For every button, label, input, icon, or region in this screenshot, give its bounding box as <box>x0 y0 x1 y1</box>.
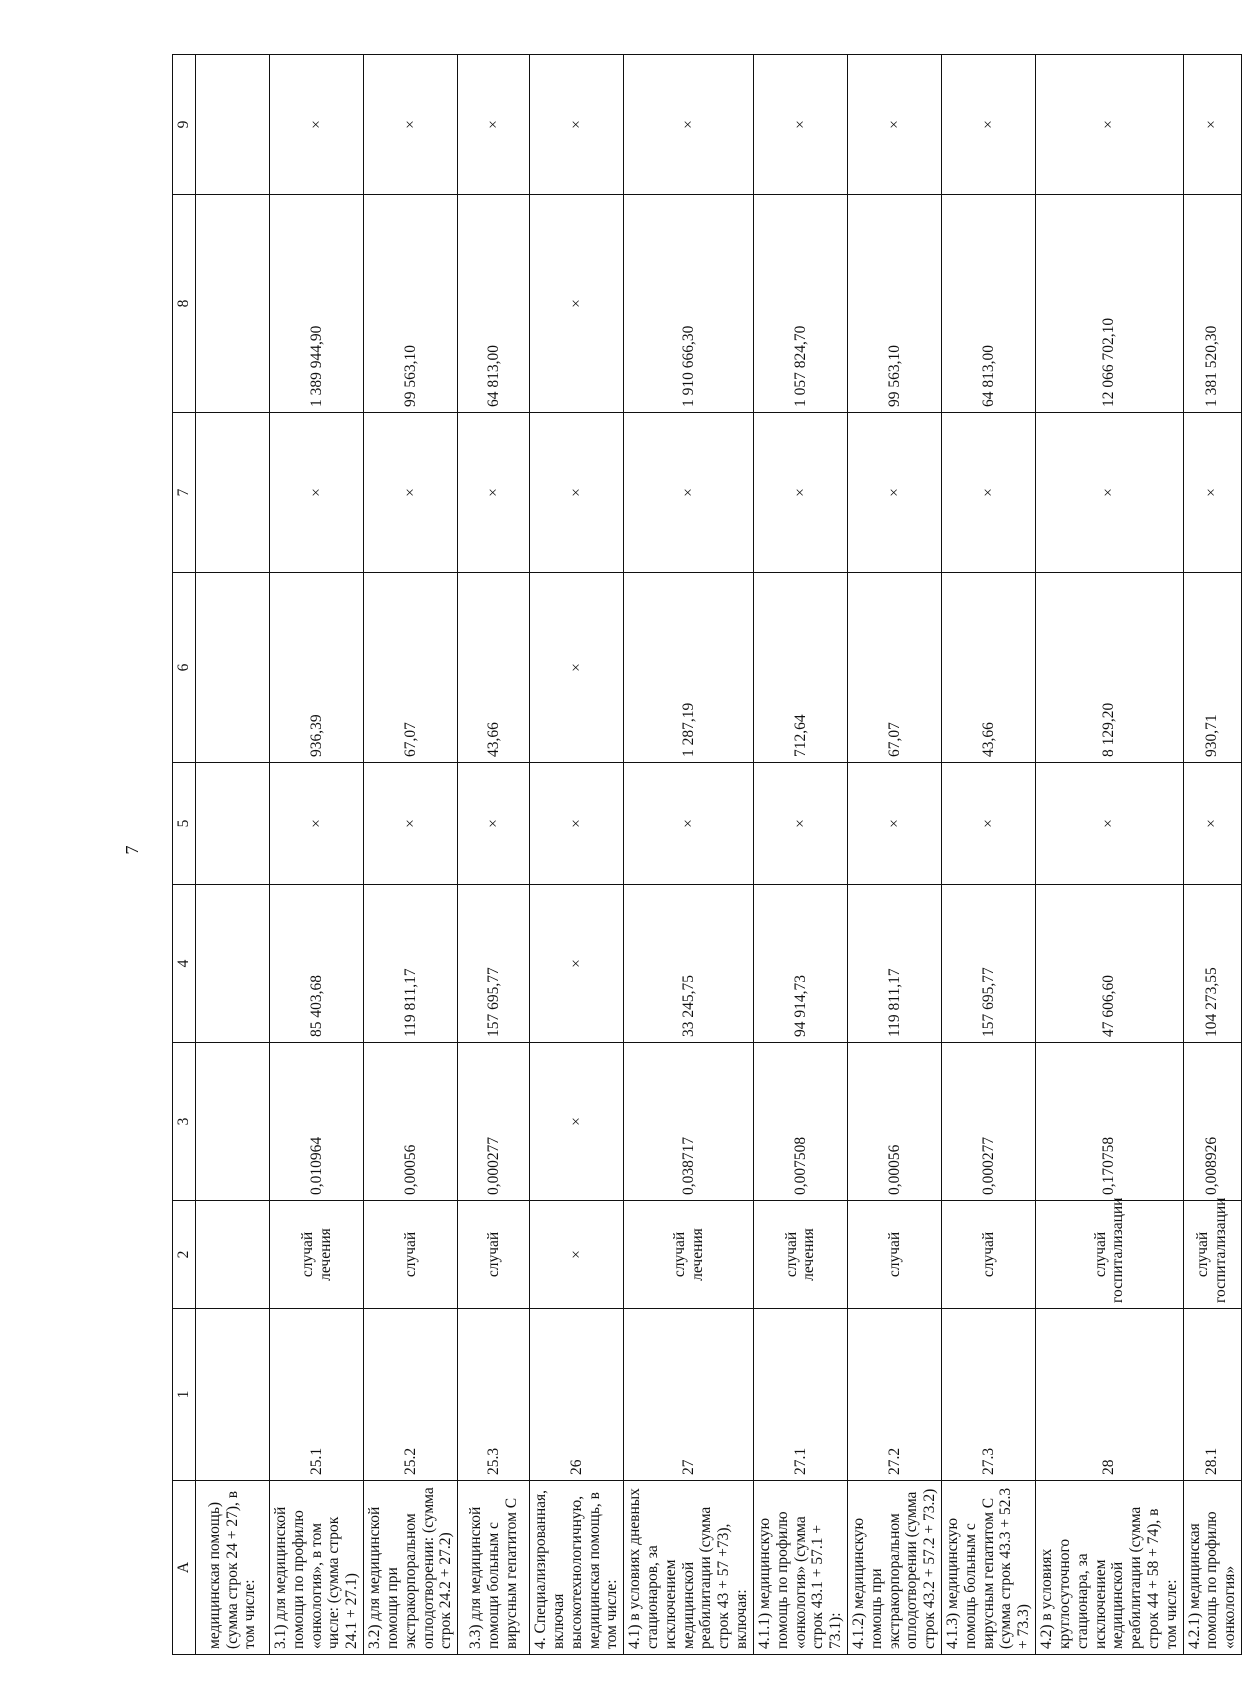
cell-col-8: 1 057 824,70 <box>753 195 847 413</box>
cell-col-1: 26 <box>530 1309 624 1481</box>
table-row <box>1036 55 1184 1655</box>
row-label-cell: 4.1.3) медицинскую помощь больным с вирусным гепатитом С (сумма строк 43.3 + 52.3 + 73.3) <box>942 1481 1036 1655</box>
cell-col-2: × <box>530 1201 624 1309</box>
cell-col-3: × <box>530 1043 624 1201</box>
cell-col-5: × <box>530 763 624 885</box>
cell-col-1: 27.1 <box>753 1309 847 1481</box>
cell-col-9: × <box>1036 55 1184 195</box>
cell-col-2: случай лечения <box>753 1201 847 1309</box>
cell-col-5: × <box>942 763 1036 885</box>
cell-col-6 <box>196 573 270 763</box>
cell-col-5: × <box>1183 763 1241 885</box>
col-header-6: 6 <box>173 573 196 763</box>
cell-col-7: × <box>270 413 364 573</box>
cell-col-8: 1 381 520,30 <box>1183 195 1241 413</box>
col-header-a: A <box>173 1481 196 1655</box>
cell-col-4: 157 695,77 <box>458 885 530 1043</box>
col-header-5: 5 <box>173 763 196 885</box>
row-label-cell: 3.2) для медицинской помощи при экстракорпоральном оплодотворении: (сумма строк 24.2 + 27.2) <box>364 1481 458 1655</box>
cell-col-7: × <box>1036 413 1184 573</box>
data-table <box>172 54 1242 1655</box>
row-label-cell: 4.2) в условиях круглосуточного стационара, за исключением медицинской реабилитации (сумма строк 44 + 58 + 74), в том числе: <box>1036 1481 1184 1655</box>
col-header-4: 4 <box>173 885 196 1043</box>
cell-col-9: × <box>458 55 530 195</box>
row-label-cell: 3.3) для медицинской помощи больным с вирусным гепатитом С <box>458 1481 530 1655</box>
row-label-cell: 4.1) в условиях дневных стационаров, за исключением медицинской реабилитации (сумма строк 43 + 57 +73), включая: <box>624 1481 754 1655</box>
cell-col-2: случай <box>942 1201 1036 1309</box>
col-header-8: 8 <box>173 195 196 413</box>
cell-col-5: × <box>364 763 458 885</box>
cell-col-6: 43,66 <box>458 573 530 763</box>
cell-col-4: 104 273,55 <box>1183 885 1241 1043</box>
cell-col-7: × <box>530 413 624 573</box>
table-row <box>753 55 847 1655</box>
cell-col-4: 33 245,75 <box>624 885 754 1043</box>
cell-col-3: 0,007508 <box>753 1043 847 1201</box>
cell-col-8: 1 910 666,30 <box>624 195 754 413</box>
column-number-row <box>173 55 196 1655</box>
cell-col-5: × <box>624 763 754 885</box>
row-label-cell: 4.1.1) медицинскую помощь по профилю «онкология» (сумма строк 43.1 + 57.1 + 73.1): <box>753 1481 847 1655</box>
cell-col-3: 0,000277 <box>942 1043 1036 1201</box>
row-label-cell: медицинская помощь) (сумма строк 24 + 27), в том числе: <box>196 1481 270 1655</box>
cell-col-3: 0,038717 <box>624 1043 754 1201</box>
cell-col-8: 1 389 944,90 <box>270 195 364 413</box>
cell-col-7: × <box>847 413 941 573</box>
cell-col-3: 0,008926 <box>1183 1043 1241 1201</box>
cell-col-6: 67,07 <box>364 573 458 763</box>
cell-col-5: × <box>458 763 530 885</box>
cell-col-1: 27 <box>624 1309 754 1481</box>
cell-col-5 <box>196 763 270 885</box>
cell-col-8: 64 813,00 <box>458 195 530 413</box>
rotated-table-container <box>172 55 1239 1655</box>
cell-col-4: 157 695,77 <box>942 885 1036 1043</box>
cell-col-2: случай госпитализации <box>1183 1201 1241 1309</box>
cell-col-7: × <box>458 413 530 573</box>
cell-col-2: случай <box>847 1201 941 1309</box>
cell-col-4: 85 403,68 <box>270 885 364 1043</box>
cell-col-2 <box>196 1201 270 1309</box>
row-label-cell: 4.1.2) медицинскую помощь при экстракорпоральном оплодотворении (сумма строк 43.2 + 57.2 + 73.2) <box>847 1481 941 1655</box>
cell-col-5: × <box>270 763 364 885</box>
cell-col-2: случай лечения <box>624 1201 754 1309</box>
cell-col-9: × <box>364 55 458 195</box>
cell-col-4: × <box>530 885 624 1043</box>
cell-col-2: случай госпитализации <box>1036 1201 1184 1309</box>
cell-col-8 <box>196 195 270 413</box>
cell-col-2: случай лечения <box>270 1201 364 1309</box>
cell-col-5: × <box>753 763 847 885</box>
cell-col-1: 25.2 <box>364 1309 458 1481</box>
cell-col-8: 12 066 702,10 <box>1036 195 1184 413</box>
cell-col-8: 64 813,00 <box>942 195 1036 413</box>
cell-col-1: 25.1 <box>270 1309 364 1481</box>
cell-col-1: 25.3 <box>458 1309 530 1481</box>
cell-col-4: 119 811,17 <box>364 885 458 1043</box>
cell-col-9 <box>196 55 270 195</box>
table-row <box>364 55 458 1655</box>
row-label-cell: 3.1) для медицинской помощи по профилю «онкология», в том числе: (сумма строк 24.1 + 27.1) <box>270 1481 364 1655</box>
cell-col-7: × <box>753 413 847 573</box>
cell-col-1: 27.3 <box>942 1309 1036 1481</box>
cell-col-3: 0,000277 <box>458 1043 530 1201</box>
cell-col-4: 119 811,17 <box>847 885 941 1043</box>
cell-col-8: 99 563,10 <box>847 195 941 413</box>
cell-col-6: 43,66 <box>942 573 1036 763</box>
cell-col-4: 94 914,73 <box>753 885 847 1043</box>
cell-col-4 <box>196 885 270 1043</box>
cell-col-6: × <box>530 573 624 763</box>
cell-col-6: 1 287,19 <box>624 573 754 763</box>
cell-col-7: × <box>364 413 458 573</box>
cell-col-6: 936,39 <box>270 573 364 763</box>
table-row <box>196 55 270 1655</box>
cell-col-6: 930,71 <box>1183 573 1241 763</box>
cell-col-7 <box>196 413 270 573</box>
cell-col-4: 47 606,60 <box>1036 885 1184 1043</box>
table-row <box>530 55 624 1655</box>
col-header-1: 1 <box>173 1309 196 1481</box>
cell-col-6: 712,64 <box>753 573 847 763</box>
cell-col-3 <box>196 1043 270 1201</box>
table-row <box>1183 55 1241 1655</box>
cell-col-9: × <box>530 55 624 195</box>
cell-col-6: 8 129,20 <box>1036 573 1184 763</box>
table-row <box>847 55 941 1655</box>
cell-col-3: 0,170758 <box>1036 1043 1184 1201</box>
cell-col-7: × <box>624 413 754 573</box>
cell-col-3: 0,00056 <box>364 1043 458 1201</box>
cell-col-6: 67,07 <box>847 573 941 763</box>
cell-col-9: × <box>270 55 364 195</box>
table-row <box>942 55 1036 1655</box>
cell-col-7: × <box>1183 413 1241 573</box>
cell-col-1 <box>196 1309 270 1481</box>
cell-col-9: × <box>753 55 847 195</box>
table-row <box>270 55 364 1655</box>
cell-col-9: × <box>624 55 754 195</box>
col-header-9: 9 <box>173 55 196 195</box>
cell-col-7: × <box>942 413 1036 573</box>
cell-col-2: случай <box>458 1201 530 1309</box>
cell-col-9: × <box>847 55 941 195</box>
cell-col-5: × <box>847 763 941 885</box>
col-header-7: 7 <box>173 413 196 573</box>
cell-col-1: 27.2 <box>847 1309 941 1481</box>
page-number: 7 <box>122 845 142 855</box>
cell-col-1: 28.1 <box>1183 1309 1241 1481</box>
row-label-cell: 4. Специализированная, включая высокотехнологичную, медицинская помощь, в том числе: <box>530 1481 624 1655</box>
cell-col-9: × <box>942 55 1036 195</box>
cell-col-2: случай <box>364 1201 458 1309</box>
col-header-2: 2 <box>173 1201 196 1309</box>
cell-col-8: × <box>530 195 624 413</box>
cell-col-3: 0,00056 <box>847 1043 941 1201</box>
row-label-cell: 4.2.1) медицинская помощь по профилю «онкология» <box>1183 1481 1241 1655</box>
cell-col-1: 28 <box>1036 1309 1184 1481</box>
cell-col-9: × <box>1183 55 1241 195</box>
table-row <box>458 55 530 1655</box>
table-row <box>624 55 754 1655</box>
cell-col-5: × <box>1036 763 1184 885</box>
col-header-3: 3 <box>173 1043 196 1201</box>
cell-col-3: 0,010964 <box>270 1043 364 1201</box>
cell-col-8: 99 563,10 <box>364 195 458 413</box>
